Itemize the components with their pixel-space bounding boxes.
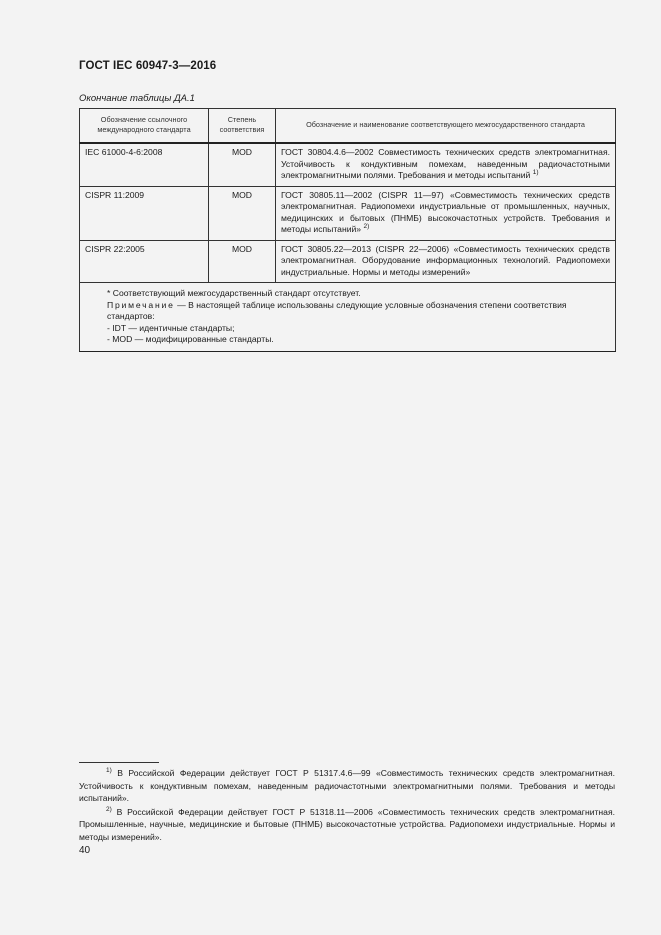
note-text: — В настоящей таблице использованы следующие условные обозначения степени соответствия стандартов: bbox=[107, 299, 567, 321]
footnote-divider bbox=[79, 762, 159, 763]
footnote bbox=[79, 767, 615, 805]
national-standard-text: ГОСТ 30805.11—2002 (CISPR 11—97) «Совместимость технических средств электромагнитная. Радиопомехи индустриальные от промышленных, научных, медицинских и бытовых (ПНМБ) высокочастотных устройств. Требования и методы испытаний» bbox=[281, 189, 610, 234]
table-caption: Окончание таблицы ДА.1 bbox=[79, 93, 195, 104]
column-header-degree: Степень соответствия bbox=[209, 109, 276, 144]
note-absent-standard: * Соответствующий межгосударственный стандарт отсутствует. bbox=[107, 288, 361, 298]
table-notes bbox=[80, 283, 616, 352]
footnote bbox=[79, 806, 615, 844]
cell-international-standard: CISPR 11:2009 bbox=[80, 186, 209, 240]
table-row bbox=[80, 143, 616, 186]
table-row bbox=[80, 186, 616, 240]
standards-table bbox=[79, 108, 616, 352]
note-mod: - MOD — модифицированные стандарты. bbox=[107, 334, 274, 344]
footnotes bbox=[79, 767, 615, 845]
note-idt: - IDT — идентичные стандарты; bbox=[107, 322, 235, 333]
footnote-ref: 1) bbox=[532, 169, 539, 177]
cell-national-standard bbox=[276, 186, 616, 240]
footnote-ref: 2) bbox=[363, 223, 370, 231]
page-number: 40 bbox=[79, 845, 91, 856]
cell-degree: MOD bbox=[209, 143, 276, 186]
table-notes-row bbox=[80, 283, 616, 352]
column-header-national: Обозначение и наименование соответствующего межгосударственного стандарта bbox=[276, 109, 616, 144]
cell-international-standard: IEC 61000-4-6:2008 bbox=[80, 143, 209, 186]
national-standard-text: ГОСТ 30805.22—2013 (CISPR 22—2006) «Совместимость технических средств электромагнитная. Оборудование информационных технологий. Радиопомехи индустриальные. Нормы и методы измерений» bbox=[281, 243, 610, 277]
table-row bbox=[80, 240, 616, 283]
cell-national-standard bbox=[276, 143, 616, 186]
table-header-row bbox=[80, 109, 616, 144]
cell-degree: MOD bbox=[209, 186, 276, 240]
cell-national-standard bbox=[276, 240, 616, 283]
national-standard-text: ГОСТ 30804.4.6—2002 Совместимость технических средств электромагнитная. Устойчивость к кондуктивным помехам, наведенным радиочастотными электромагнитными полями. Требования и методы испытаний bbox=[281, 147, 610, 180]
column-header-international: Обозначение ссылочного международного стандарта bbox=[80, 109, 209, 144]
note-label: Примечание bbox=[107, 299, 175, 310]
footnote-mark: 1) bbox=[106, 767, 112, 775]
note-paragraph bbox=[84, 300, 610, 323]
document-header: ГОСТ IEC 60947-3—2016 bbox=[79, 60, 217, 72]
cell-international-standard: CISPR 22:2005 bbox=[80, 240, 209, 283]
footnote-text: В Российской Федерации действует ГОСТ Р 51318.11—2006 «Совместимость технических средств электромагнитная. Промышленные, научные, медицинские и бытовые (ПНМБ) высокочастотные устройства. Радиопомехи индустриальные. Нормы и методы измерений». bbox=[79, 806, 615, 842]
footnote-text: В Российской Федерации действует ГОСТ Р 51317.4.6—99 «Совместимость технических средств электромагнитная. Устойчивость к кондуктивным помехам, наведенным радиочастотными электромагнитными полями. Требования и методы испытаний». bbox=[79, 768, 615, 804]
footnote-mark: 2) bbox=[106, 805, 112, 813]
cell-degree: MOD bbox=[209, 240, 276, 283]
